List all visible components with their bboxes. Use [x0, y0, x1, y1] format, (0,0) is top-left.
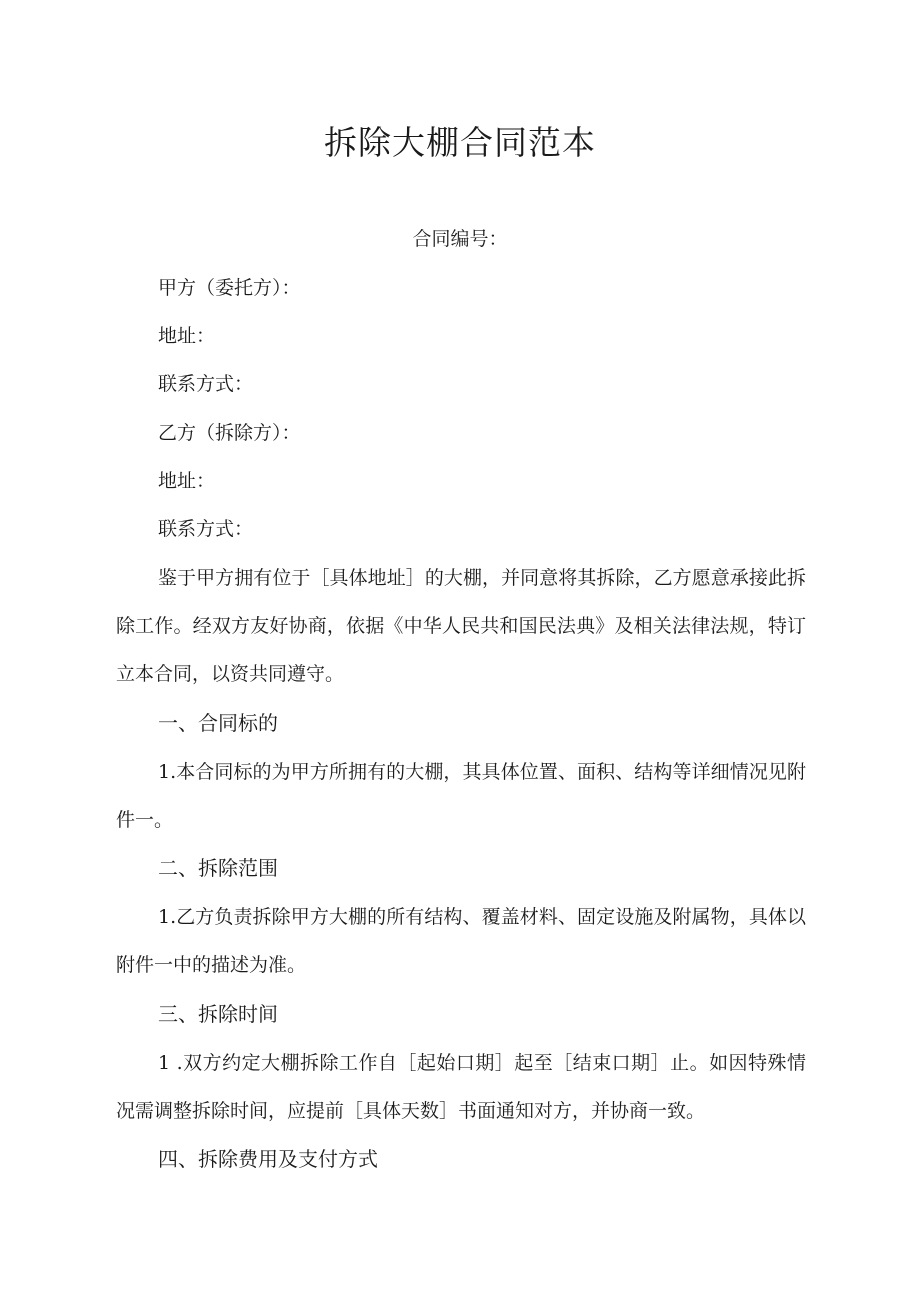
party-b-address-label: 地址： — [158, 470, 216, 492]
party-b-label: 乙方（拆除方）： — [158, 422, 301, 444]
party-a-contact-label: 联系方式： — [158, 373, 254, 395]
section-heading-subject: 一、合同标的 — [158, 711, 278, 735]
section-heading-time: 三、拆除时间 — [158, 1002, 278, 1026]
preamble-paragraph: 鉴于甲方拥有位于［具体地址］的大棚，并同意将其拆除，乙方愿意承接此拆除工作。经双方友好协商，依据《中华人民共和国民法典》及相关法律法规，特订立本合同，以资共同遵守。 — [116, 567, 806, 685]
section-body-subject: 1.本合同标的为甲方所拥有的大棚，其具体位置、面积、结构等详细情况见附件一。 — [116, 761, 806, 831]
section-heading-scope: 二、拆除范围 — [158, 856, 278, 880]
party-a-address-label: 地址： — [158, 325, 216, 347]
party-b-contact-label: 联系方式： — [158, 518, 254, 540]
party-a-label: 甲方（委托方）： — [158, 277, 301, 299]
section-body-time: 1 .双方约定大棚拆除工作自［起始口期］起至［结束口期］止。如因特殊情况需调整拆除时间，应提前［具体天数］书面通知对方，并协商一致。 — [116, 1052, 806, 1122]
section-body-scope: 1.乙方负责拆除甲方大棚的所有结构、覆盖材料、固定设施及附属物，具体以附件一中的描述为准。 — [116, 906, 806, 976]
section-heading-fees: 四、拆除费用及支付方式 — [158, 1147, 378, 1171]
contract-number-label: 合同编号： — [412, 228, 508, 250]
document-title: 拆除大棚合同范本 — [324, 123, 596, 162]
